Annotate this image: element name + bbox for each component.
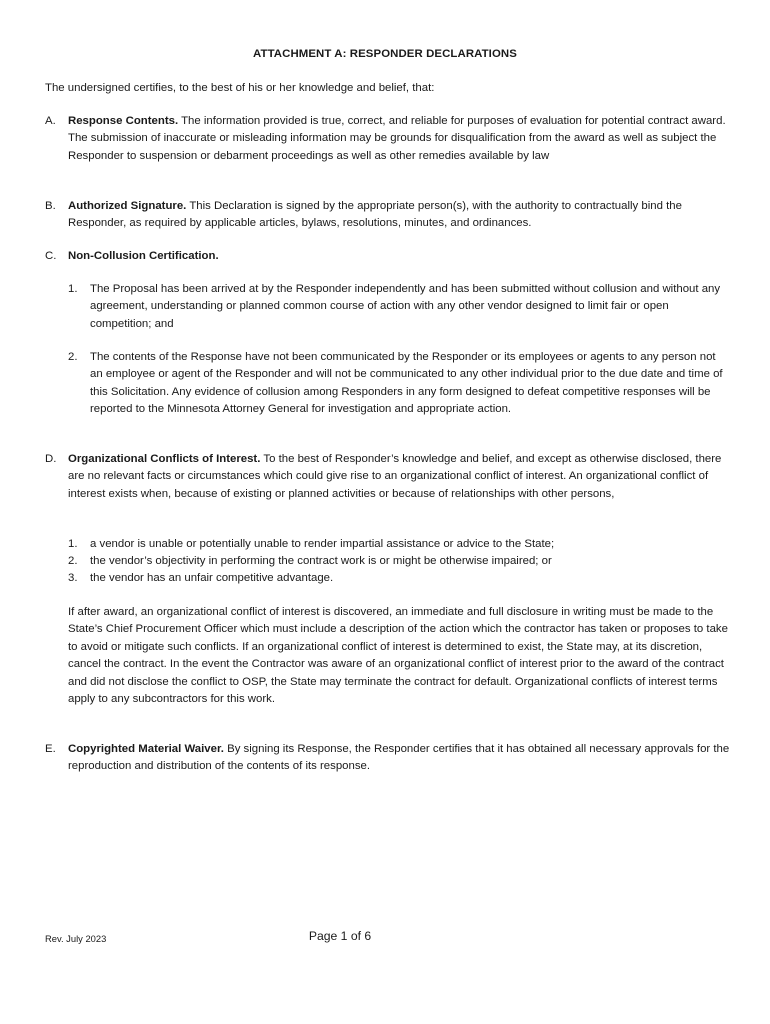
section-heading: Organizational Conflicts of Interest. (68, 453, 261, 465)
section-text: The information provided is true, correct, and reliable for purposes of evaluation for potential contract award. The submission of inaccurate or misleading information may be grounds for disqualification from the award as well as subject the Responder to suspension or debarment proceedings as well as other remedies available by law (68, 115, 726, 162)
list-item (68, 553, 728, 570)
list-item-text: The contents of the Response have not been communicated by the Responder or its employees or agents to any person not an employee or agent of the Responder and will not be communicated to any other individual prior to the due date and time of this Solicitation. Any evidence of collusion among Responders in any form designed to defeat competitive responses will be reported to the Minnesota Attorney General for investigation and appropriate action. (90, 351, 723, 416)
section-letter: D. (45, 453, 57, 465)
section-heading: Non-Collusion Certification. (68, 250, 219, 262)
section-d (45, 451, 735, 503)
list-item-text: a vendor is unable or potentially unable to render impartial assistance or advice to the State; (90, 538, 555, 550)
list-item (68, 281, 728, 333)
section-letter: C. (45, 250, 57, 262)
section-heading: Copyrighted Material Waiver. (68, 743, 224, 755)
section-letter: B. (45, 200, 56, 212)
section-letter: E. (45, 743, 56, 755)
section-heading: Authorized Signature. (68, 200, 187, 212)
page-title: ATTACHMENT A: RESPONDER DECLARATIONS (253, 48, 517, 60)
section-text: This Declaration is signed by the appropriate person(s), with the authority to contractually bind the Responder, as required by applicable articles, bylaws, resolutions, minutes, and ordinances. (68, 200, 682, 230)
section-text: By signing its Response, the Responder certifies that it has obtained all necessary approvals for the reproduction and distribution of the contents of its response. (68, 743, 730, 773)
list-item-text: The Proposal has been arrived at by the Responder independently and has been submitted without collusion and without any agreement, understanding or planned common course of action with any other vendor designed to limit fair or open competition; and (90, 283, 721, 330)
list-item (68, 536, 728, 553)
page-number: Page 1 of 6 (308, 929, 372, 943)
section-letter: A. (45, 115, 56, 127)
list-item (68, 349, 728, 419)
conflict-followup-paragraph: If after award, an organizational conflict of interest is discovered, an immediate and full disclosure in writing must be made to the State’s Chief Procurement Officer which must include a description of the action which the contractor has taken or proposes to take to avoid or mitigate such conflicts. If an organizational conflict of interest is determined to exist, the State may, at its discretion, cancel the contract. In the event the Contractor was aware of an organizational conflict of interest prior to the award of the contract and did not disclose the conflict to OSP, the State may terminate the contract for default. Organizational conflicts of interest terms apply to any subcontractors for this work. (68, 606, 728, 706)
list-item-number: 3. (68, 572, 78, 584)
list-item-number: 1. (68, 538, 78, 550)
section-text: To the best of Responder’s knowledge and belief, and except as otherwise disclosed, there are no relevant facts or circumstances which could give rise to an organizational conflict of interest. An organizational conflict of interest exists when, because of existing or planned activities or because of relationships with other persons, (68, 453, 722, 500)
list-item (68, 570, 728, 587)
section-e (45, 741, 735, 776)
list-item-number: 2. (68, 555, 78, 567)
list-item-text: the vendor’s objectivity in performing the contract work is or might be otherwise impaired; or (90, 555, 552, 567)
list-item-text: the vendor has an unfair competitive advantage. (90, 572, 334, 584)
section-c (45, 248, 735, 265)
section-b (45, 198, 735, 233)
section-a (45, 113, 735, 165)
section-heading: Response Contents. (68, 115, 179, 127)
intro-text: The undersigned certifies, to the best of his or her knowledge and belief, that: (45, 82, 435, 94)
revision-date: Rev. July 2023 (45, 933, 107, 944)
list-item-number: 2. (68, 351, 78, 363)
list-item-number: 1. (68, 283, 78, 295)
